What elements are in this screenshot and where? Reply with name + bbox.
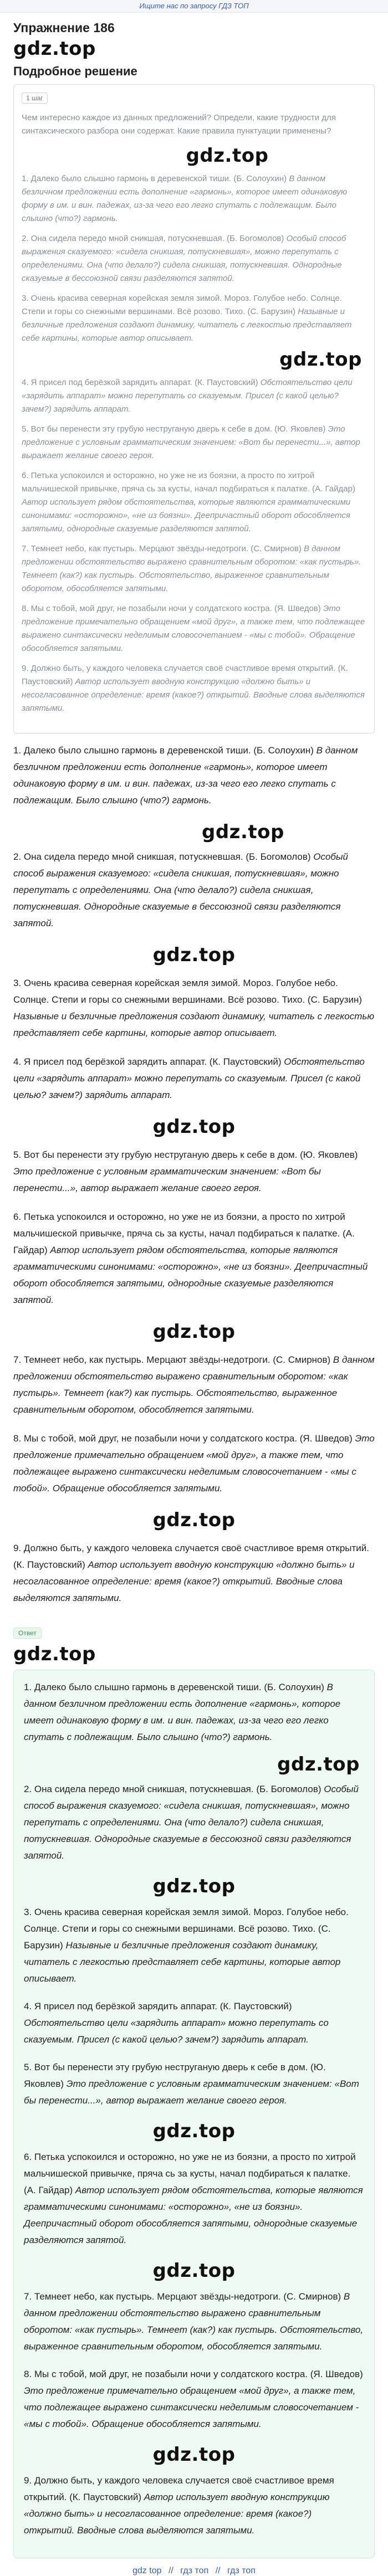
sentence-text: 3. Очень красива северная корейская земля зимой. Мороз. Голубое небо. Солнце. Степи и горы со снежными вершинами. Всё розово. Тихо. (С. Барузин)	[13, 978, 362, 1005]
sentence-text: 1. Далеко было слышно гармонь в деревенской тиши. (Б. Солоухин)	[24, 1682, 327, 1692]
sentence-text: 7. Темнеет небо, как пустырь. Мерцают звёзды-недотроги. (С. Смирнов)	[13, 1354, 333, 1365]
step-item	[22, 602, 366, 655]
sentence-analysis: Назывные и безличные предложения создают динамику, читатель с легкостью представляет себе картины, которые автор описывает.	[22, 307, 352, 343]
solution-item	[13, 1147, 375, 1197]
sentence-analysis: Автор использует вводную конструкцию «должно быть» и несогласованное определение: время (какое?) открытий. Вводные слова выделяются запятыми.	[22, 677, 365, 713]
step-item	[22, 423, 366, 463]
watermark: gdz.top	[152, 944, 236, 966]
solution-list	[13, 733, 375, 1607]
solution-subtitle: Подробное решение	[13, 64, 137, 78]
footer-link[interactable]: гдз топ	[180, 2566, 209, 2575]
sentence-text: 6. Петька успокоился и осторожно, но уже не из боязни, а просто по хитрой мальчишеской привычке, пряча сь за кусты, начал подбираться к палатке. (А. Гайдар)	[22, 471, 355, 494]
step-intro: Чем интересно каждое из данных предложений? Определи, какие трудности для синтаксического разбора они содержат. Какие правила пунктуации применены?	[22, 113, 336, 136]
sentence-text: 5. Вот бы перенести эту грубую неструганую дверь к себе в дом. (Ю. Яковлев)	[13, 1150, 358, 1160]
sentence-text: 8. Мы с тобой, мой друг, не позабыли ночи у солдатского костра. (Я. Шведов)	[13, 1433, 355, 1444]
top-banner[interactable]: Ищите нас по запросу ГДЗ ТОП	[0, 0, 388, 13]
solution-item	[13, 975, 375, 1041]
sentence-analysis: Особый способ выражения сказуемого: «сидела сникшая, потускневшая», можно перепутать с определениями. Она (что делало?) сидела сникшая, потускневшая. Однородные сказуемые в бессоюзной связи разделяются запятой.	[13, 851, 348, 928]
answer-item	[24, 2472, 364, 2539]
watermark: gdz.top	[13, 1643, 96, 1665]
sentence-text: 1. Далеко было слышно гармонь в деревенской тиши. (Б. Солоухин)	[13, 745, 316, 756]
sentence-text: 8. Мы с тобой, мой друг, не позабыли ночи у солдатского костра. (Я. Шведов)	[22, 604, 323, 613]
sentence-text: 6. Петька успокоился и осторожно, но уже не из боязни, а просто по хитрой мальчишеской привычке, пряча сь за кусты, начал подбираться к палатке. (А. Гайдар)	[13, 1212, 355, 1255]
footer-link[interactable]: гдз топ	[227, 2566, 256, 2575]
sentence-analysis: Автор использует рядом обстоятельства, которые являются грамматическими синонимами: «осторожно», «не из боязни». Деепричастный оборот обособляется запятыми, однородные сказуемые разделяются запятой.	[22, 497, 351, 533]
watermark: gdz.top	[152, 1321, 236, 1343]
watermark: gdz.top	[152, 1116, 236, 1138]
sentence-text: 7. Темнеет небо, как пустырь. Мерцают звёзды-недотроги. (С. Смирнов)	[22, 544, 304, 553]
solution-item	[13, 1054, 375, 1104]
sentence-analysis: Автор использует рядом обстоятельства, которые являются грамматическими синонимами: «осторожно», «не из боязни». Деепричастный оборот обособляется запятыми, однородные сказуемые разделяются запятой.	[13, 1245, 368, 1305]
solution-item	[13, 1540, 375, 1607]
step-item	[22, 292, 366, 345]
sentence-analysis: Автор использует вводную конструкцию «должно быть» и несогласованное определение: время (какое?) открытий. Вводные слова выделяются запятыми.	[24, 2492, 330, 2536]
sentence-analysis: В данном безличном предложении есть дополнение «гармонь», которое имеет одинаковую форму в им. и вин. падежах, из-за чего его легко спутать с подлежащим. Было слышно (что?) гармонь.	[13, 745, 358, 805]
step-item	[22, 469, 366, 536]
answer-item	[24, 2149, 364, 2249]
sentence-analysis: Обстоятельство цели «зарядить аппарат» можно перепутать со сказуемым. Присел (с какой целью? зачем?) зарядить аппарат.	[24, 2018, 329, 2045]
sentence-text: 2. Она сидела передо мной сникшая, потускневшая. (Б. Богомолов)	[22, 234, 287, 243]
sentence-analysis: В данном предложении обстоятельство выражено сравнительным оборотом: «как пустырь». Темнеет (как?) как пустырь. Обстоятельство, выраженное сравнительным оборотом, обособляется запятыми.	[22, 544, 361, 593]
sentence-analysis: Обстоятельство цели «зарядить аппарат» можно перепутать со сказуемым. Присел (с какой целью? зачем?) зарядить аппарат.	[13, 1056, 365, 1100]
footer-links	[13, 2566, 375, 2576]
solution-item	[13, 1430, 375, 1497]
sentence-text: 5. Вот бы перенести эту грубую неструганую дверь к себе в дом. (Ю. Яковлев)	[24, 2062, 326, 2089]
sentence-text: 6. Петька успокоился и осторожно, но уже не из боязни, а просто по хитрой мальчишеской привычке, пряча сь за кусты, начал подбираться к палатке. (А. Гайдар)	[24, 2152, 356, 2195]
exercise-title: Упражнение 186	[13, 20, 115, 35]
sentence-analysis: Особый способ выражения сказуемого: «сидела сникшая, потускневшая», можно перепутать с определениями. Она (что делало?) сидела сникшая, потускневшая. Однородные сказуемые в бессоюзной связи разделяются запятой.	[22, 234, 346, 283]
answer-item	[24, 2366, 364, 2433]
answer-item	[24, 1998, 364, 2048]
answer-item	[24, 1781, 364, 1864]
step-item	[22, 542, 366, 596]
answer-item	[24, 2288, 364, 2355]
answer-item	[24, 1904, 364, 1987]
sentence-analysis: Это предложение примечательно обращением «мой друг», а также тем, что подлежащее выражено синтаксически неделимым словосочетанием - «мы с тобой». Обращение обособляется запятыми.	[13, 1433, 375, 1494]
sentence-analysis: Обстоятельство цели «зарядить аппарат» можно перепутать со сказуемым. Присел (с какой целью? зачем?) зарядить аппарат.	[22, 378, 353, 414]
answer-item	[24, 2059, 364, 2109]
sentence-text: 2. Она сидела передо мной сникшая, потускневшая. (Б. Богомолов)	[13, 851, 314, 862]
sentence-analysis: В данном безличном предложении есть дополнение «гармонь», которое имеет одинаковую форму в им. и вин. падежах, из-за чего его легко спутать с подлежащим. Было слышно (что?) гармонь.	[22, 174, 348, 223]
answer-item	[24, 1679, 364, 1746]
watermark: gdz.top	[186, 145, 269, 167]
sentence-text: 5. Вот бы перенести эту грубую неструганую дверь к себе в дом. (Ю. Яковлев)	[22, 424, 328, 434]
watermark: gdz.top	[152, 1875, 236, 1897]
step-box	[13, 84, 375, 733]
sentence-text: 2. Она сидела передо мной сникшая, потускневшая. (Б. Богомолов)	[24, 1784, 324, 1794]
sentence-text: 4. Я присел под берёзкой зарядить аппарат. (К. Паустовский)	[22, 378, 261, 387]
sentence-analysis: В данном безличном предложении есть дополнение «гармонь», которое имеет одинаковую форму в им. и вин. падежах, из-за чего его легко спутать с подлежащим. Было слышно (что?) гармонь.	[24, 1682, 341, 1742]
watermark: gdz.top	[202, 821, 284, 843]
solution-item	[13, 1209, 375, 1308]
sentence-text: 4. Я присел под берёзкой зарядить аппарат. (К. Паустовский)	[13, 1056, 284, 1067]
sentence-analysis: Автор использует рядом обстоятельства, которые являются грамматическими синонимами: «осторожно», «не из боязни». Деепричастный оборот обособляется запятыми, однородные сказуемые разделяются запятой.	[24, 2185, 363, 2245]
solution-item	[13, 742, 375, 809]
sentence-text: 7. Темнеет небо, как пустырь. Мерцают звёзды-недотроги. (С. Смирнов)	[24, 2291, 344, 2302]
sentence-analysis: Особый способ выражения сказуемого: «сидела сникшая, потускневшая», можно перепутать с определениями. Она (что делало?) сидела сникшая, потускневшая. Однородные сказуемые в бессоюзной связи разделяются запятой.	[24, 1784, 359, 1861]
page-content	[0, 20, 388, 2576]
sentence-text: 4. Я присел под берёзкой зарядить аппарат. (К. Паустовский)	[24, 2001, 292, 2011]
sentence-text: 8. Мы с тобой, мой друг, не позабыли ночи у солдатского костра. (Я. Шведов)	[24, 2369, 363, 2379]
sentence-analysis: Это предложение с условным грамматическим значением: «Вот бы перенести...», автор выражает желание своего героя.	[24, 2079, 359, 2106]
sentence-text: 3. Очень красива северная корейская земля зимой. Мороз. Голубое небо. Солнце. Степи и горы со снежными вершинами. Всё розово. Тихо. (С. Барузин)	[24, 1907, 349, 1951]
step-label: 1 шаг	[22, 93, 48, 104]
solution-item	[13, 849, 375, 932]
sentence-analysis: Автор использует вводную конструкцию «должно быть» и несогласованное определение: время (какое?) открытий. Вводные слова выделяются запятыми.	[13, 1559, 355, 1603]
watermark: gdz.top	[152, 2120, 236, 2142]
sentence-analysis: В данном предложении обстоятельство выражено сравнительным оборотом: «как пустырь». Темнеет (как?) как пустырь. Обстоятельство, выраженное сравнительным оборотом, обособляется запятыми.	[13, 1354, 375, 1415]
sentence-analysis: Это предложение примечательно обращением «мой друг», а также тем, что подлежащее выражено синтаксически неделимым словосочетанием - «мы с тобой». Обращение обособляется запятыми.	[24, 2385, 359, 2429]
sentence-analysis: В данном предложении обстоятельство выражено сравнительным оборотом: «как пустырь». Темнеет (как?) как пустырь. Обстоятельство, выраженное сравнительным оборотом, обособляется запятыми.	[24, 2291, 364, 2352]
sentence-analysis: Это предложение с условным грамматическим значением: «Вот бы перенести...», автор выражает желание своего героя.	[22, 424, 360, 460]
sentence-analysis: Это предложение примечательно обращением «мой друг», а также тем, что подлежащее выражено синтаксически неделимым словосочетанием - «мы с тобой». Обращение обособляется запятыми.	[22, 604, 365, 653]
watermark: gdz.top	[279, 348, 362, 371]
sentence-text: 9. Должно быть, у каждого человека случается своё счастливое время открытий. (К. Паустовский)	[22, 664, 348, 686]
sentence-text: 9. Должно быть, у каждого человека случается своё счастливое время открытий. (К. Паустовский)	[13, 1543, 369, 1570]
sentence-text: 9. Должно быть, у каждого человека случается своё счастливое время открытий. (К. Паустовский)	[24, 2475, 334, 2502]
watermark: gdz.top	[152, 1509, 236, 1531]
sentence-text: 3. Очень красива северная корейская земля зимой. Мороз. Голубое небо. Солнце. Степи и горы со снежными вершинами. Всё розово. Тихо. (С. Барузин)	[22, 294, 342, 316]
sentence-text: 1. Далеко было слышно гармонь в деревенской тиши. (Б. Солоухин)	[22, 174, 289, 183]
sentence-analysis: Назывные и безличные предложения создают динамику, читатель с легкостью представляет себе картины, которые автор описывает.	[24, 1940, 341, 1984]
solution-item	[13, 1352, 375, 1418]
step-item	[22, 662, 366, 715]
sentence-analysis: Назывные и безличные предложения создают динамику, читатель с легкостью представляет себе картины, которые автор описывает.	[13, 1011, 375, 1038]
watermark: gdz.top	[152, 2444, 236, 2466]
step-item	[22, 376, 366, 416]
watermark: gdz.top	[277, 1753, 360, 1776]
footer-separator: //	[168, 2566, 173, 2575]
step-item	[22, 172, 366, 225]
answer-box	[13, 1670, 375, 2558]
footer-link[interactable]: gdz top	[132, 2566, 162, 2575]
step-item	[22, 232, 366, 285]
sentence-analysis: Это предложение с условным грамматическим значением: «Вот бы перенести...», автор выражает желание своего героя.	[13, 1166, 321, 1193]
footer-separator: //	[215, 2566, 221, 2575]
watermark: gdz.top	[13, 38, 96, 60]
answer-label: Ответ	[13, 1628, 42, 1639]
watermark: gdz.top	[152, 2260, 236, 2282]
